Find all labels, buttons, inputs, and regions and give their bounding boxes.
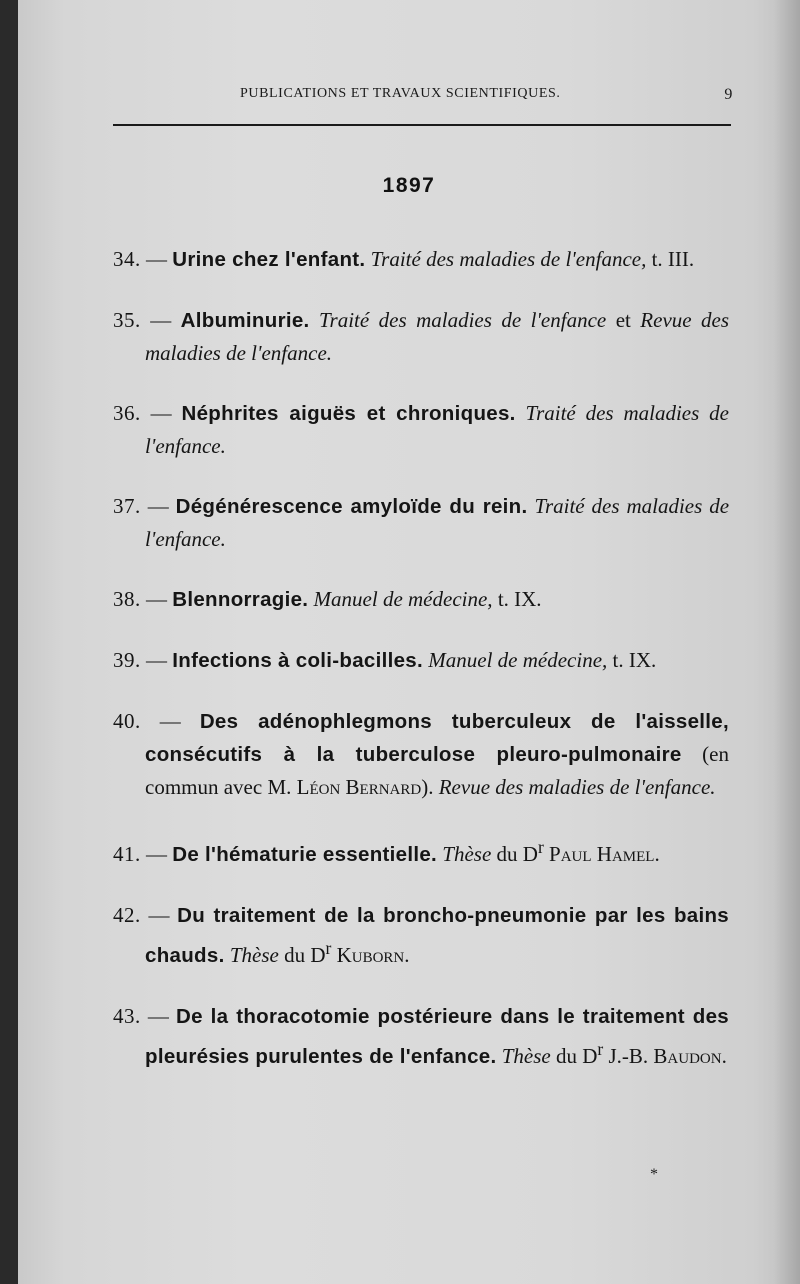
entry-source: Traité des maladies de l'enfance, xyxy=(370,247,647,271)
bibliography-entry-42 xyxy=(113,899,729,972)
entry-number: 41. xyxy=(113,842,141,866)
bibliography-entry-43 xyxy=(113,1000,729,1073)
entry-note-end: ). xyxy=(421,775,434,799)
book-page xyxy=(18,0,800,1284)
bibliography-entry-36 xyxy=(113,397,729,462)
footer-mark: * xyxy=(650,1166,658,1183)
entry-title: Des adénophlegmons tuberculeux de l'aisselle, consécutifs à la tuberculose pleuro-pulmonaire xyxy=(145,710,729,766)
bibliography-entry-37 xyxy=(113,490,729,555)
entry-author-initials: J.-B. xyxy=(608,1044,649,1068)
bibliography-entry-35 xyxy=(113,304,729,369)
entry-author: Kuborn xyxy=(336,943,405,967)
bibliography-entry-41 xyxy=(113,831,729,871)
entry-volume: t. III. xyxy=(651,247,695,271)
entry-dash: — xyxy=(148,903,170,927)
bibliography-entry-34 xyxy=(113,243,729,276)
page-number: 9 xyxy=(724,86,733,103)
entry-title: Du traitement de la broncho-pneumonie par les bains chauds. xyxy=(145,904,730,967)
header-rule xyxy=(113,124,731,126)
bibliography-entry-38 xyxy=(113,583,729,616)
entry-author: Baudon xyxy=(653,1044,722,1068)
entry-dash: — xyxy=(146,247,167,271)
entry-dash: — xyxy=(146,587,167,611)
entry-source: Thèse xyxy=(501,1044,551,1068)
entry-source: Revue des maladies de l'enfance. xyxy=(438,775,716,799)
entry-title: De l'hématurie essentielle. xyxy=(172,843,438,866)
entry-coauthor: Léon Bernard xyxy=(296,775,422,799)
entry-doctor-sup: r xyxy=(537,837,544,857)
entry-conjunction: et xyxy=(615,308,631,332)
entry-number: 40. xyxy=(113,709,141,733)
entry-dash: — xyxy=(150,401,172,425)
entry-number: 43. xyxy=(113,1004,141,1028)
entry-title: De la thoracotomie postérieure dans le traitement des pleurésies purulentes de l'enfance. xyxy=(145,1005,730,1068)
entry-number: 39. xyxy=(113,648,141,672)
bibliography-list xyxy=(113,222,729,1101)
entry-source-2: Revue des maladies de l'enfance. xyxy=(145,308,730,365)
entry-number: 38. xyxy=(113,587,141,611)
section-year: 1897 xyxy=(382,174,436,197)
entry-volume: t. IX. xyxy=(612,648,657,672)
bibliography-entry-39 xyxy=(113,644,729,677)
entry-dash: — xyxy=(147,1004,169,1028)
entry-volume: t. IX. xyxy=(497,587,542,611)
entry-dash: — xyxy=(150,308,172,332)
entry-source: Traité des maladies de l'enfance. xyxy=(145,494,730,551)
entry-dash: — xyxy=(146,648,167,672)
entry-end: . xyxy=(654,842,660,866)
entry-source: Manuel de médecine, xyxy=(428,648,608,672)
entry-dash: — xyxy=(146,842,167,866)
entry-title: Infections à coli-bacilles. xyxy=(172,649,424,672)
entry-title: Néphrites aiguës et chroniques. xyxy=(181,402,516,425)
entry-number: 35. xyxy=(113,308,141,332)
entry-number: 37. xyxy=(113,494,141,518)
entry-source: Manuel de médecine, xyxy=(313,587,493,611)
entry-number: 36. xyxy=(113,401,141,425)
entry-end: . xyxy=(404,943,410,967)
entry-doctor-sup: r xyxy=(597,1039,604,1059)
entry-dash: — xyxy=(147,494,169,518)
entry-doctor-sup: r xyxy=(325,938,332,958)
entry-source: Traité des maladies de l'enfance xyxy=(319,308,607,332)
entry-coauthor-note: (en commun avec M. xyxy=(145,742,729,799)
entry-title: Albuminurie. xyxy=(180,309,310,332)
entry-doctor: du D xyxy=(555,1044,598,1068)
entry-title: Urine chez l'enfant. xyxy=(172,248,366,271)
entry-doctor: du D xyxy=(284,943,326,967)
entry-source: Traité des maladies de l'enfance. xyxy=(145,401,729,458)
running-title: PUBLICATIONS ET TRAVAUX SCIENTIFIQUES. xyxy=(240,86,561,101)
entry-title: Dégénérescence amyloïde du rein. xyxy=(175,495,528,518)
entry-number: 34. xyxy=(113,247,141,271)
bibliography-entry-40 xyxy=(113,705,729,803)
entry-author: Paul Hamel xyxy=(549,842,655,866)
entry-end: . xyxy=(721,1044,727,1068)
entry-doctor: du D xyxy=(496,842,538,866)
entry-source: Thèse xyxy=(229,943,279,967)
entry-source: Thèse xyxy=(442,842,492,866)
entry-title: Blennorragie. xyxy=(172,588,309,611)
entry-number: 42. xyxy=(113,903,141,927)
entry-dash: — xyxy=(159,709,181,733)
